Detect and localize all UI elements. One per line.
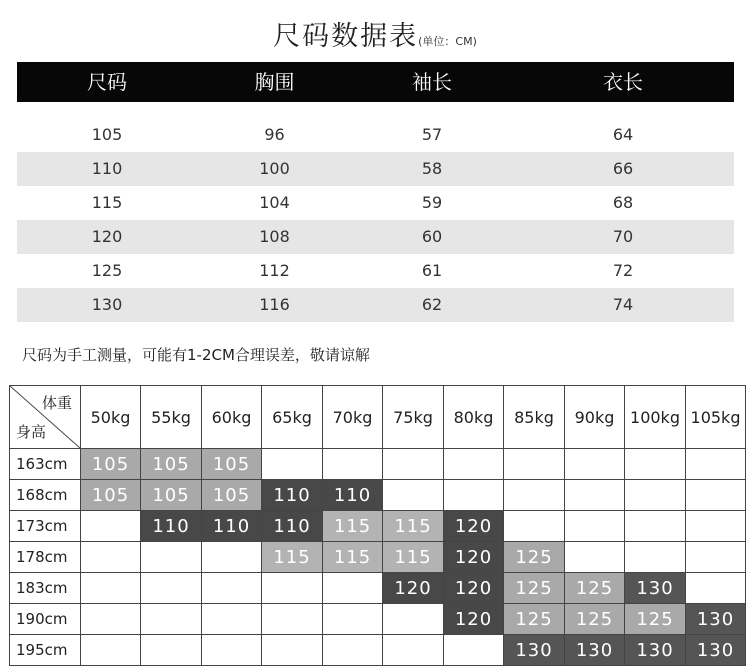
cell-size: 120 <box>91 227 123 246</box>
weight-header: 70kg <box>323 386 383 449</box>
cell-length: 72 <box>612 261 634 280</box>
empty-cell <box>686 573 746 604</box>
size-cell: 115 <box>323 511 383 542</box>
weight-header: 90kg <box>565 386 625 449</box>
cell-sleeve: 59 <box>421 193 443 212</box>
weight-header: 75kg <box>383 386 444 449</box>
header-sleeve: 袖长 <box>412 70 452 94</box>
cell-chest: 108 <box>259 227 290 246</box>
size-cell: 105 <box>202 449 262 480</box>
height-label: 178cm <box>10 542 81 573</box>
table-row <box>17 152 734 186</box>
size-cell: 125 <box>504 542 565 573</box>
empty-cell <box>323 449 383 480</box>
weight-header: 65kg <box>262 386 323 449</box>
height-label: 173cm <box>10 511 81 542</box>
table-row <box>10 511 746 542</box>
cell-chest: 112 <box>259 261 290 280</box>
height-label: 168cm <box>10 480 81 511</box>
table-row <box>10 480 746 511</box>
size-cell: 110 <box>262 511 323 542</box>
recommendation-body <box>10 449 746 666</box>
cell-size: 110 <box>91 159 123 178</box>
empty-cell <box>383 480 444 511</box>
size-cell: 105 <box>141 449 202 480</box>
cell-length: 68 <box>612 193 634 212</box>
size-cell: 110 <box>202 511 262 542</box>
height-label: 195cm <box>10 635 81 666</box>
empty-cell <box>202 573 262 604</box>
size-cell: 115 <box>323 542 383 573</box>
size-cell: 110 <box>323 480 383 511</box>
empty-cell <box>383 604 444 635</box>
empty-cell <box>444 449 504 480</box>
size-table-header <box>17 62 734 102</box>
empty-cell <box>444 480 504 511</box>
empty-cell <box>686 511 746 542</box>
cell-sleeve: 61 <box>421 261 443 280</box>
empty-cell <box>81 511 141 542</box>
cell-chest: 96 <box>264 125 285 144</box>
size-cell: 115 <box>262 542 323 573</box>
size-cell: 120 <box>444 604 504 635</box>
weight-header-row <box>10 386 746 449</box>
size-cell: 130 <box>504 635 565 666</box>
cell-size: 130 <box>91 295 123 314</box>
size-cell: 115 <box>383 511 444 542</box>
empty-cell <box>202 542 262 573</box>
header-chest: 胸围 <box>254 70 295 94</box>
empty-cell <box>625 449 686 480</box>
table-row <box>17 220 734 254</box>
cell-sleeve: 62 <box>421 295 443 314</box>
size-cell: 105 <box>81 449 141 480</box>
weight-header: 100kg <box>625 386 686 449</box>
height-label: 190cm <box>10 604 81 635</box>
corner-cell <box>10 386 81 449</box>
cell-length: 66 <box>612 159 634 178</box>
empty-cell <box>625 511 686 542</box>
empty-cell <box>141 635 202 666</box>
cell-length: 74 <box>612 295 634 314</box>
table-row <box>10 604 746 635</box>
empty-cell <box>141 542 202 573</box>
height-label: 183cm <box>10 573 81 604</box>
empty-cell <box>504 449 565 480</box>
empty-cell <box>141 573 202 604</box>
size-cell: 110 <box>141 511 202 542</box>
table-row <box>17 186 734 220</box>
table-row <box>17 118 734 152</box>
size-cell: 125 <box>504 573 565 604</box>
empty-cell <box>565 449 625 480</box>
size-cell: 105 <box>141 480 202 511</box>
table-row <box>10 449 746 480</box>
height-label: 163cm <box>10 449 81 480</box>
size-cell: 105 <box>202 480 262 511</box>
table-row <box>17 254 734 288</box>
empty-cell <box>504 511 565 542</box>
size-cell: 125 <box>565 573 625 604</box>
size-cell: 115 <box>383 542 444 573</box>
empty-cell <box>323 604 383 635</box>
table-row <box>17 288 734 322</box>
size-cell: 125 <box>565 604 625 635</box>
empty-cell <box>81 635 141 666</box>
weight-header: 85kg <box>504 386 565 449</box>
empty-cell <box>625 542 686 573</box>
empty-cell <box>504 480 565 511</box>
weight-header: 50kg <box>81 386 141 449</box>
table-row <box>10 635 746 666</box>
size-cell: 105 <box>81 480 141 511</box>
empty-cell <box>625 480 686 511</box>
empty-cell <box>686 449 746 480</box>
size-cell: 110 <box>262 480 323 511</box>
weight-header: 60kg <box>202 386 262 449</box>
cell-size: 125 <box>91 261 123 280</box>
cell-sleeve: 57 <box>421 125 443 144</box>
empty-cell <box>141 604 202 635</box>
cell-sleeve: 58 <box>421 159 443 178</box>
cell-sleeve: 60 <box>421 227 443 246</box>
empty-cell <box>323 635 383 666</box>
empty-cell <box>81 542 141 573</box>
weight-header: 80kg <box>444 386 504 449</box>
empty-cell <box>202 604 262 635</box>
weight-header: 105kg <box>686 386 746 449</box>
size-cell: 120 <box>444 511 504 542</box>
empty-cell <box>565 480 625 511</box>
size-cell: 125 <box>625 604 686 635</box>
measurement-note: 尺码为手工测量，可能有1-2CM合理误差，敬请谅解 <box>22 346 370 364</box>
size-cell: 120 <box>444 573 504 604</box>
size-cell: 130 <box>565 635 625 666</box>
size-cell: 130 <box>686 635 746 666</box>
cell-size: 115 <box>91 193 123 212</box>
empty-cell <box>686 480 746 511</box>
table-row <box>10 542 746 573</box>
page-title <box>0 14 750 53</box>
empty-cell <box>383 635 444 666</box>
cell-size: 105 <box>91 125 123 144</box>
empty-cell <box>262 573 323 604</box>
size-cell: 120 <box>444 542 504 573</box>
size-recommendation-grid <box>9 385 745 659</box>
cell-length: 64 <box>612 125 634 144</box>
cell-chest: 100 <box>259 159 290 178</box>
empty-cell <box>262 604 323 635</box>
size-cell: 125 <box>504 604 565 635</box>
empty-cell <box>81 604 141 635</box>
empty-cell <box>262 635 323 666</box>
weight-header: 55kg <box>141 386 202 449</box>
empty-cell <box>81 573 141 604</box>
empty-cell <box>262 449 323 480</box>
header-length: 衣长 <box>603 70 643 94</box>
title-main: 尺码数据表 <box>273 21 419 52</box>
header-size: 尺码 <box>87 70 127 94</box>
size-cell: 120 <box>383 573 444 604</box>
size-cell: 130 <box>686 604 746 635</box>
cell-length: 70 <box>612 227 634 246</box>
size-cell: 130 <box>625 573 686 604</box>
empty-cell <box>323 573 383 604</box>
empty-cell <box>565 542 625 573</box>
empty-cell <box>202 635 262 666</box>
empty-cell <box>686 542 746 573</box>
table-row <box>10 573 746 604</box>
corner-weight-label: 体重 <box>41 394 72 412</box>
size-table-body <box>17 118 734 322</box>
corner-height-label: 身高 <box>16 423 47 441</box>
empty-cell <box>444 635 504 666</box>
title-unit: (单位：CM) <box>418 35 477 48</box>
size-cell: 130 <box>625 635 686 666</box>
cell-chest: 104 <box>259 193 290 212</box>
empty-cell <box>565 511 625 542</box>
cell-chest: 116 <box>259 295 290 314</box>
empty-cell <box>383 449 444 480</box>
